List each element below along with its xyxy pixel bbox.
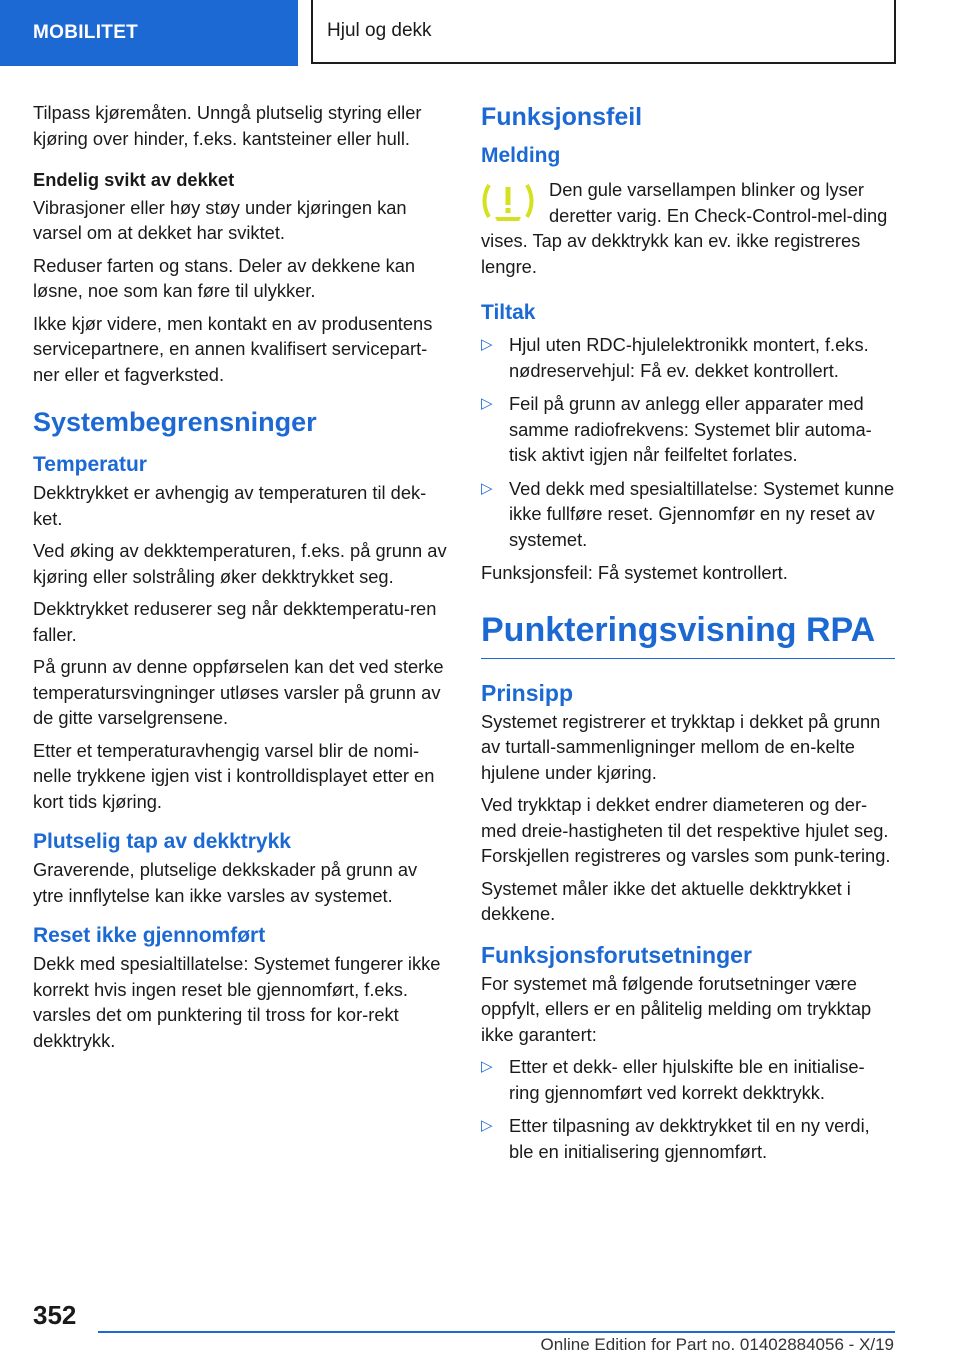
warning-message <box>481 177 895 279</box>
heading-reset-not-performed: Reset ikke gjennomført <box>33 924 266 947</box>
paragraph: Reduser farten og stans. Deler av dekkene kan løsne, noe som kan føre til ulykker. <box>33 254 416 301</box>
prerequisite-list <box>481 1054 895 1164</box>
paragraph: Etter et temperaturavhengig varsel blir de nomi-nelle trykkene igjen vist i kontrolldisplayet etter en kort tids kjøring. <box>33 739 435 812</box>
heading-prerequisites: Funksjonsforutsetninger <box>481 941 752 968</box>
paragraph: Systemet registrerer et trykktap i dekket på grunn av turtall-sammenligninger mellom de en-kelte hjulene under kjøring. <box>481 710 881 783</box>
heading-action: Tiltak <box>481 301 536 324</box>
paragraph: Tilpass kjøremåten. Unngå plutselig styring eller kjøring over hinder, f.eks. kantsteiner eller hull. <box>33 102 422 149</box>
right-column <box>481 100 895 1172</box>
paragraph: Funksjonsfeil: Få systemet kontrollert. <box>481 562 788 583</box>
page-number: 352 <box>33 1300 77 1330</box>
paragraph: Dekktrykket reduserer seg når dekktemperatu-ren faller. <box>33 598 437 645</box>
paragraph: Systemet måler ikke det aktuelle dekktrykket i dekkene. <box>481 877 851 924</box>
heading-rpa: Punkteringsvisning RPA <box>481 608 895 659</box>
heading-message: Melding <box>481 144 561 167</box>
list-item: ▷ Hjul uten RDC-hjulelektronikk montert, f.eks. nødreservehjul: Få ev. dekket kontrollert. <box>481 334 869 381</box>
paragraph: Dekk med spesialtillatelse: Systemet fungerer ikke korrekt hvis ingen reset ble gjennomført, f.eks. varsles det om punktering til tross for kor-rekt dekktrykk. <box>33 953 441 1051</box>
heading-principle: Prinsipp <box>481 679 574 706</box>
chapter-title: Hjul og dekk <box>311 0 896 64</box>
list-item: ▷ Feil på grunn av anlegg eller apparater med samme radiofrekvens: Systemet blir automa-tisk aktivt igjen når feilfeltet forlates. <box>481 393 872 465</box>
list-item: ▷ Etter tilpasning av dekktrykket til en ny verdi, ble en initialisering gjennomført. <box>481 1115 870 1162</box>
triangle-bullet-icon: ▷ <box>481 1058 493 1075</box>
triangle-bullet-icon: ▷ <box>481 1117 493 1134</box>
edition-text: Online Edition for Part no. 01402884056 - X/19 <box>540 1335 894 1354</box>
list-item: ▷ Ved dekk med spesialtillatelse: Systemet kunne ikke fullføre reset. Gjennomfør en ny reset av systemet. <box>481 477 895 550</box>
triangle-bullet-icon: ▷ <box>481 479 493 497</box>
subheading-tire-failure: Endelig svikt av dekket <box>33 169 235 190</box>
footer-divider <box>98 1331 895 1333</box>
list-item: ▷ Etter et dekk- eller hjulskifte ble en initialise-ring gjennomført ved korrekt dekktrykk. <box>481 1056 865 1103</box>
left-column <box>33 100 448 1060</box>
paragraph: Dekktrykket er avhengig av temperaturen til dek-ket. <box>33 482 427 529</box>
paragraph: På grunn av denne oppførselen kan det ved sterke temperatursvingninger utløses varsler på grunn av de gitte varselgrensene. <box>33 656 444 728</box>
paragraph: Vibrasjoner eller høy støy under kjøringen kan varsel om at dekket har sviktet. <box>33 196 407 243</box>
paragraph: Graverende, plutselige dekkskader på grunn av ytre innflytelse kan ikke varsles av systemet. <box>33 859 418 906</box>
paragraph: Ved øking av dekktemperaturen, f.eks. på grunn av kjøring eller solstråling øker dekktrykket seg. <box>33 540 447 587</box>
heading-sudden-pressure-loss: Plutselig tap av dekktrykk <box>33 830 291 853</box>
section-tab: MOBILITET <box>0 0 298 66</box>
tire-pressure-warning-icon <box>481 177 535 225</box>
paragraph: Den gule varsellampen blinker og lyser deretter varig. En Check-Control-mel-ding vises. Tap av dekktrykk kan ev. ikke registreres lengre. <box>481 179 888 277</box>
heading-malfunction: Funksjonsfeil <box>481 103 643 131</box>
page-header <box>0 0 960 66</box>
heading-temperature: Temperatur <box>33 453 147 476</box>
heading-system-limits: Systembegrensninger <box>33 407 317 437</box>
paragraph: For systemet må følgende forutsetninger være oppfylt, ellers er en pålitelig melding om trykktap ikke garantert: <box>481 972 872 1045</box>
triangle-bullet-icon: ▷ <box>481 395 493 412</box>
paragraph: Ikke kjør videre, men kontakt en av produsentens servicepartnere, en annen kvalifisert servicepart-ner eller et fagverksted. <box>33 312 433 385</box>
action-list <box>481 332 895 552</box>
triangle-bullet-icon: ▷ <box>481 336 493 353</box>
paragraph: Ved trykktap i dekket endrer diameteren og der-med dreie-hastigheten til det respektive hjulet seg. Forskjellen registreres og varsles som punk-tering. <box>481 794 891 866</box>
